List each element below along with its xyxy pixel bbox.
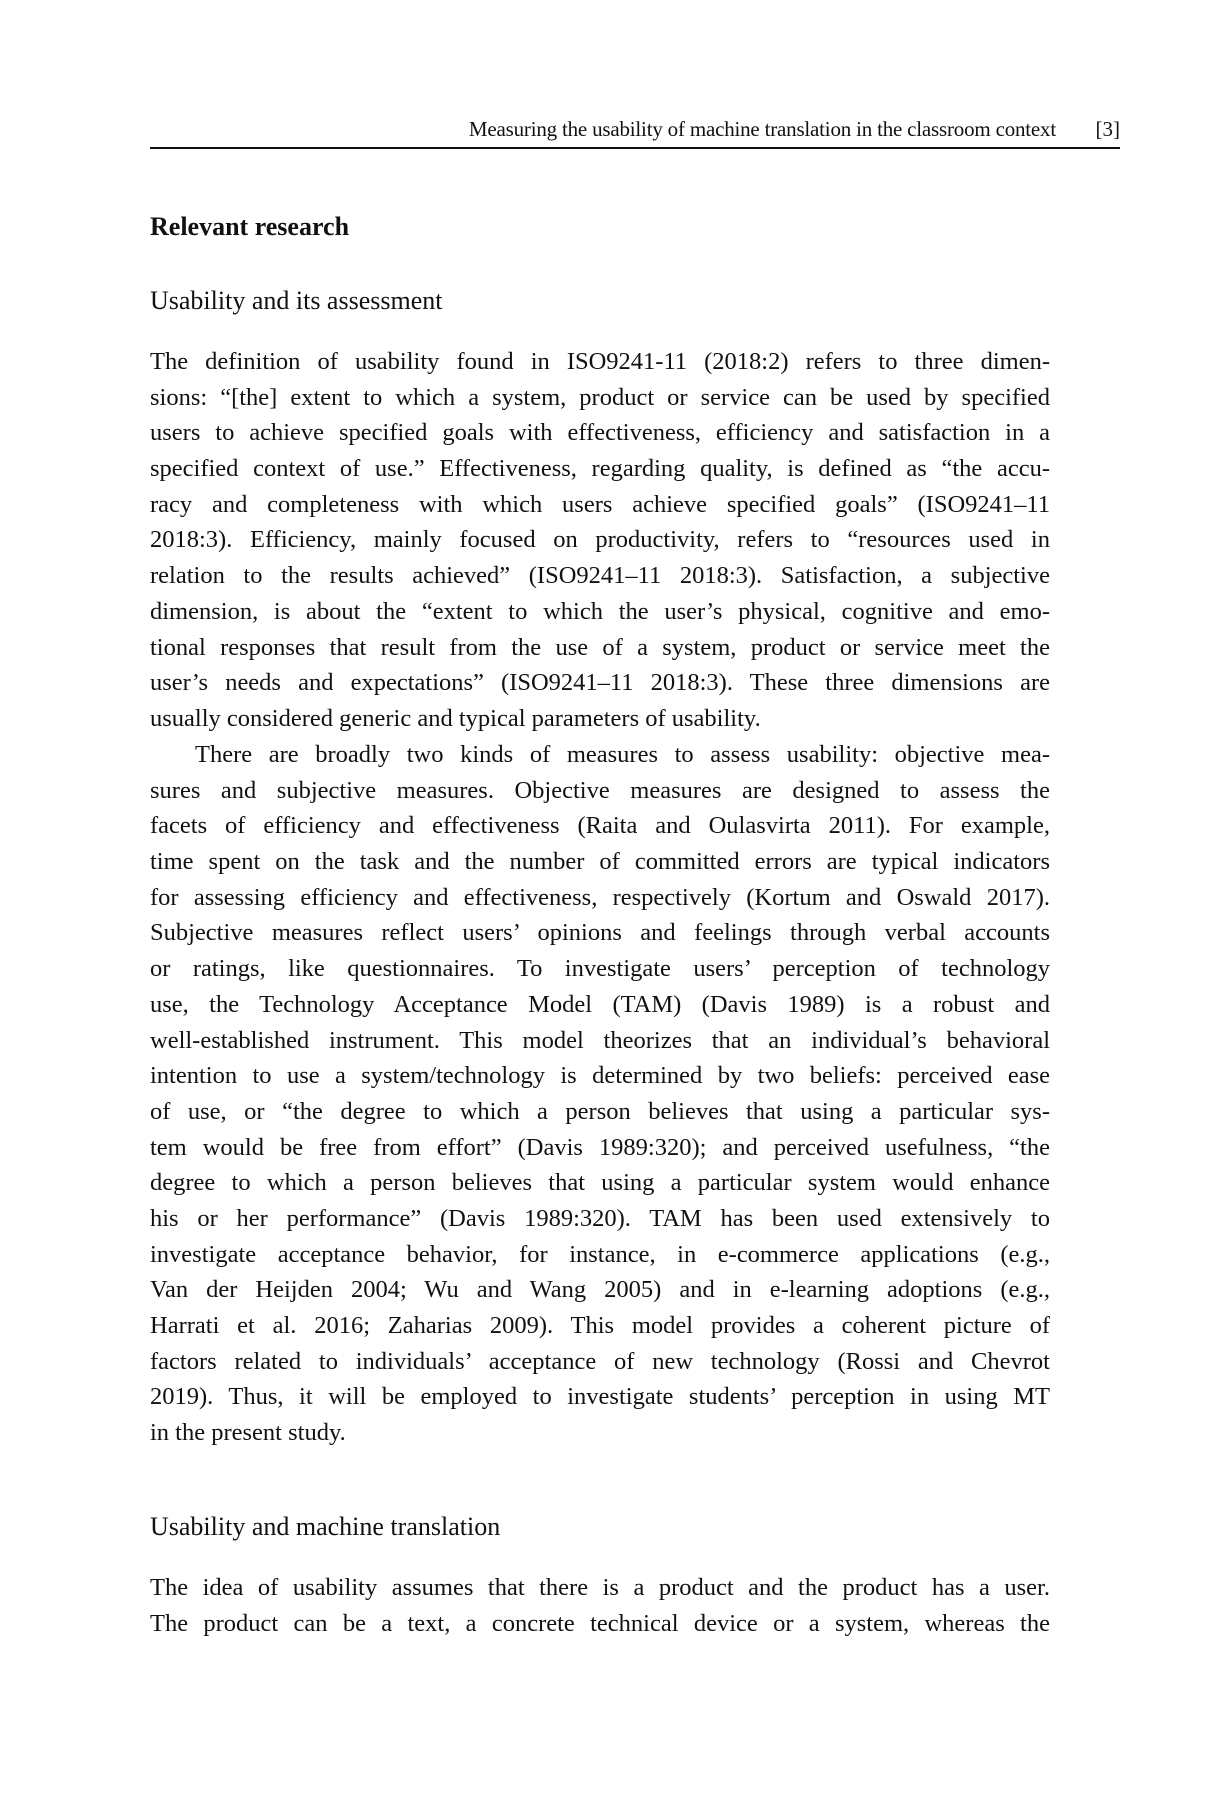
paragraph-usability-product-user — [150, 1570, 1050, 1641]
text-line: usually considered generic and typical parameters of usability. — [150, 704, 761, 732]
text-line: for assessing efficiency and effectiveness, respectively (Kortum and Oswald 2017). — [150, 883, 1050, 911]
text-line: intention to use a system/technology is determined by two beliefs: perceived ease — [150, 1062, 1050, 1090]
text-line: sures and subjective measures. Objective measures are designed to assess the — [150, 776, 1050, 804]
page-number: [3] — [1095, 117, 1120, 141]
text-line: time spent on the task and the number of committed errors are typical indicators — [150, 848, 1050, 876]
running-head-title: Measuring the usability of machine translation in the classroom context — [468, 117, 1056, 141]
text-line: The idea of usability assumes that there is a product and the product has a user. — [150, 1574, 1050, 1601]
text-line: relation to the results achieved” (ISO9241–11 2018:3). Satisfaction, a subjective — [150, 562, 1050, 590]
text-line: The definition of usability found in ISO9241-11 (2018:2) refers to three dimen- — [150, 348, 1050, 375]
text-line: Van der Heijden 2004; Wu and Wang 2005) and in e-learning adoptions (e.g., — [150, 1276, 1050, 1304]
text-line: 2018:3). Efficiency, mainly focused on productivity, refers to “resources used in — [150, 526, 1050, 554]
text-line: or ratings, like questionnaires. To investigate users’ perception of technology — [150, 955, 1050, 983]
subsection-heading-usability-assessment: Usability and its assessment — [150, 286, 443, 315]
paragraph-usability-measures — [150, 737, 1050, 1451]
text-line: users to achieve specified goals with effectiveness, efficiency and satisfaction in a — [150, 419, 1050, 447]
text-line: There are broadly two kinds of measures to assess usability: objective mea- — [195, 741, 1050, 768]
text-line: 2019). Thus, it will be employed to investigate students’ perception in using MT — [150, 1383, 1050, 1411]
text-line: degree to which a person believes that using a particular system would enhance — [150, 1169, 1050, 1197]
section-heading-relevant-research: Relevant research — [150, 212, 350, 241]
text-line: Harrati et al. 2016; Zaharias 2009). This model provides a coherent picture of — [150, 1312, 1050, 1339]
text-line: user’s needs and expectations” (ISO9241–11 2018:3). These three dimensions are — [150, 669, 1050, 697]
text-line: use, the Technology Acceptance Model (TAM) (Davis 1989) is a robust and — [150, 990, 1050, 1018]
text-line: factors related to individuals’ acceptance of new technology (Rossi and Chevrot — [150, 1347, 1050, 1375]
text-line: well-established instrument. This model theorizes that an individual’s behavioral — [150, 1026, 1050, 1054]
text-line: in the present study. — [150, 1419, 346, 1447]
subsection-heading-usability-mt: Usability and machine translation — [150, 1512, 501, 1541]
paragraph-usability-definition — [150, 344, 1050, 737]
text-line: The product can be a text, a concrete technical device or a system, whereas the — [150, 1609, 1050, 1637]
text-line: facets of efficiency and effectiveness (Raita and Oulasvirta 2011). For example, — [150, 812, 1050, 840]
text-line: tional responses that result from the use of a system, product or service meet the — [150, 633, 1050, 661]
text-line: investigate acceptance behavior, for instance, in e-commerce applications (e.g., — [150, 1240, 1050, 1268]
text-line: his or her performance” (Davis 1989:320). TAM has been used extensively to — [150, 1204, 1050, 1232]
text-line: sions: “[the] extent to which a system, product or service can be used by specified — [150, 383, 1050, 411]
text-line: specified context of use.” Effectiveness, regarding quality, is defined as “the accu- — [150, 455, 1050, 483]
text-line: of use, or “the degree to which a person believes that using a particular sys- — [150, 1097, 1050, 1125]
text-line: racy and completeness with which users achieve specified goals” (ISO9241–11 — [150, 490, 1050, 518]
text-line: dimension, is about the “extent to which the user’s physical, cognitive and emo- — [150, 597, 1050, 625]
text-line: Subjective measures reflect users’ opinions and feelings through verbal accounts — [150, 919, 1050, 947]
text-line: tem would be free from effort” (Davis 1989:320); and perceived usefulness, “the — [150, 1133, 1050, 1161]
running-head — [150, 117, 1120, 149]
